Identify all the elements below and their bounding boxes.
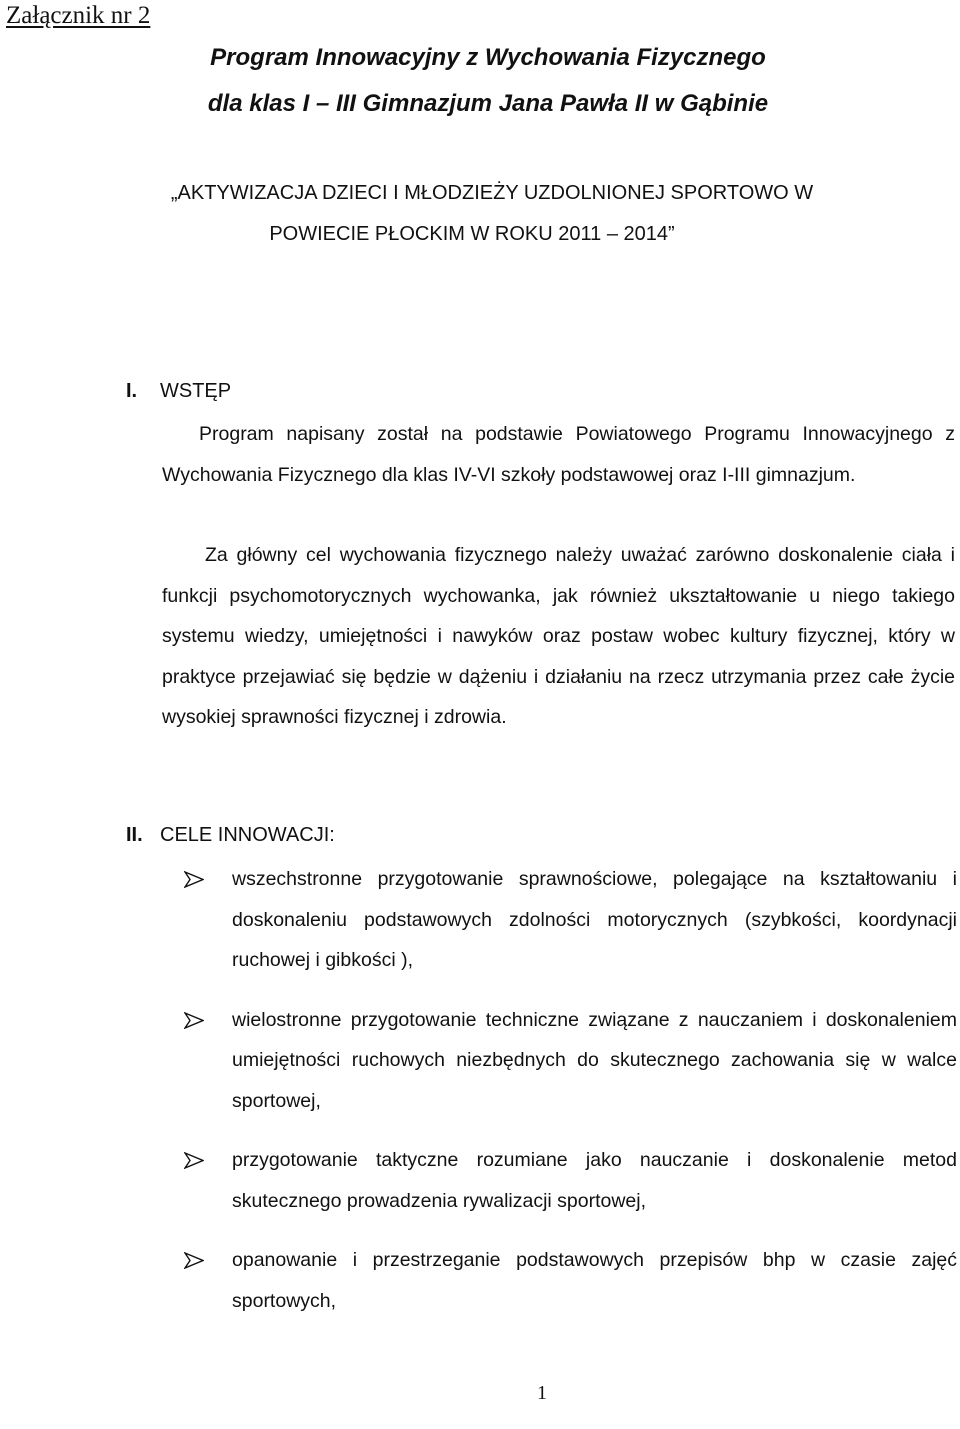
subtitle-line-1: „AKTYWIZACJA DZIECI I MŁODZIEŻY UZDOLNIONEJ SPORTOWO W <box>170 182 814 204</box>
arrowhead-bullet-icon <box>184 1252 204 1269</box>
intro-paragraph-2: Za główny cel wychowania fizycznego należy uważać zarówno doskonalenie ciała i funkcji psychomotorycznych wychowanka, jak również ukształtowanie u niego takiego systemu wiedzy, umiejętności i nawyków oraz postaw wobec kultury fizycznej, który w praktyce przejawiać się będzie w dążeniu i działaniu na rzecz utrzymania przez całe życie wysokiej sprawności fizycznej i zdrowia. <box>162 544 955 728</box>
list-item <box>184 1000 957 1122</box>
list-item <box>184 1140 957 1221</box>
annex-label: Załącznik nr 2 <box>6 2 151 29</box>
intro-paragraph-1: Program napisany został na podstawie Powiatowego Programu Innowacyjnego z Wychowania Fizycznego dla klas IV-VI szkoły podstawowej oraz I-III gimnazjum. <box>162 423 955 486</box>
section-title: WSTĘP <box>160 380 232 402</box>
section-number: II. <box>126 824 143 846</box>
list-item <box>184 1240 957 1321</box>
section-title: CELE INNOWACJI: <box>160 824 335 846</box>
goals-list <box>184 859 957 1321</box>
page-number <box>0 1382 960 1405</box>
arrowhead-bullet-icon <box>184 1152 204 1169</box>
page-number-text: 1 <box>537 1382 547 1404</box>
list-item-text: wielostronne przygotowanie techniczne związane z nauczaniem i doskonaleniem umiejętności ruchowych niezbędnych do skutecznego zachowania się w walce sportowej, <box>232 1008 957 1112</box>
arrowhead-bullet-icon <box>184 1012 204 1029</box>
arrowhead-bullet-icon <box>184 871 204 888</box>
section-number: I. <box>126 380 138 402</box>
list-item-text: wszechstronne przygotowanie sprawnościowe, polegające na kształtowaniu i doskonaleniu podstawowych zdolności motorycznych (szybkości, koordynacji ruchowej i gibkości ), <box>232 868 957 971</box>
document-title-line-2: dla klas I – III Gimnazjum Jana Pawła II w Gąbinie <box>207 90 769 117</box>
subtitle-line-2: POWIECIE PŁOCKIM W ROKU 2011 – 2014” <box>269 223 675 245</box>
list-item-text: opanowanie i przestrzeganie podstawowych przepisów bhp w czasie zajęć sportowych, <box>232 1249 957 1312</box>
list-item <box>184 859 957 981</box>
list-item-text: przygotowanie taktyczne rozumiane jako nauczanie i doskonalenie metod skutecznego prowadzenia rywalizacji sportowej, <box>232 1149 957 1212</box>
section-heading-goals <box>126 824 335 847</box>
document-title-line-1: Program Innowacyjny z Wychowania Fizycznego <box>210 44 766 71</box>
section-heading-intro <box>126 380 231 403</box>
